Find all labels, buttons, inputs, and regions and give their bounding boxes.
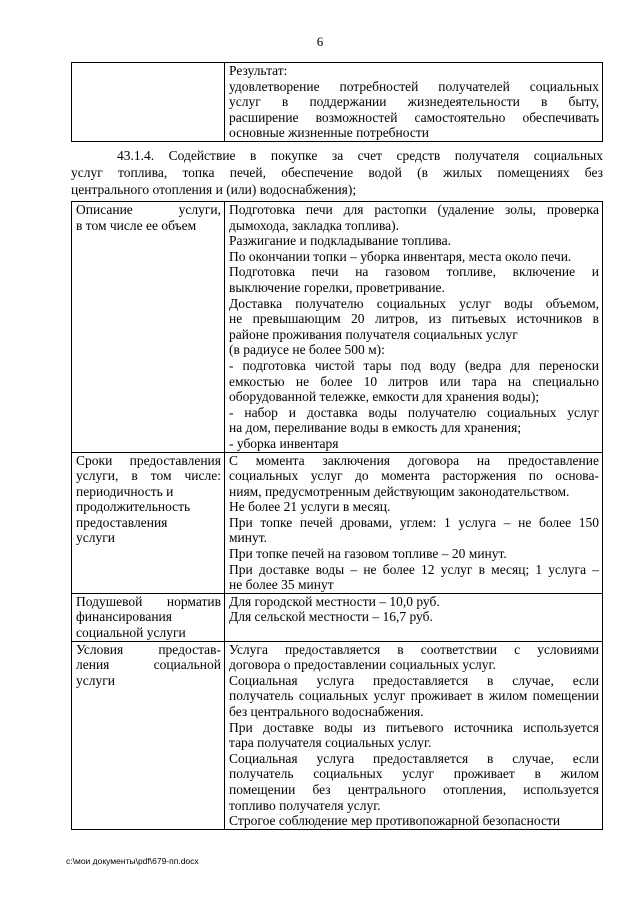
row-content-line: Доставка получателю социальных услуг воды объемом, bbox=[229, 295, 599, 311]
row-content-line: Подготовка печи на газовом топливе, включение и bbox=[229, 264, 599, 280]
row-content-line: При топке печей на газовом топливе – 20 минут. bbox=[229, 546, 507, 562]
row-content-line: При доставке воды – не более 12 услуг в месяц; 1 услуга – bbox=[229, 561, 599, 577]
row-label-line: услуги, в том числе: bbox=[76, 468, 221, 484]
row-label-line: Описание услуги, bbox=[76, 202, 221, 217]
row-content-cell bbox=[225, 202, 603, 453]
result-line: расширение возможностей самостоятельно обеспечивать bbox=[229, 109, 599, 125]
row-content-line: При топке печей дровами, углем: 1 услуга – не более 150 bbox=[229, 514, 599, 530]
row-content-cell bbox=[225, 452, 603, 593]
row-content-line: оборудованной тележке, емкости для хранения воды); bbox=[229, 389, 540, 405]
row-content-line: Не более 21 услуги в месяц. bbox=[229, 499, 391, 515]
row-content-line: помещении без центрального отопления, используется bbox=[229, 781, 599, 797]
row-label-line: предоставления bbox=[76, 514, 168, 530]
table-row bbox=[72, 641, 603, 829]
row-content-line: По окончании топки – уборка инвентаря, места около печи. bbox=[229, 248, 572, 264]
row-content-line: Социальная услуга предоставляется в случае, если bbox=[229, 750, 599, 766]
table-row bbox=[72, 593, 603, 641]
row-content-line: С момента заключения договора на предоставление bbox=[229, 452, 599, 468]
row-label-cell bbox=[72, 452, 225, 593]
row-label-line: Сроки предоставления bbox=[76, 452, 221, 468]
page-number: 6 bbox=[316, 34, 324, 49]
table-row bbox=[72, 63, 603, 142]
row-content-line: - подготовка чистой тары под воду (ведра для переноски bbox=[229, 357, 599, 373]
section-heading bbox=[71, 148, 603, 198]
row-label-line: ления социальной bbox=[76, 657, 221, 673]
row-content-line: социальных услуг до момента расторжения по основа- bbox=[229, 468, 599, 484]
result-table bbox=[71, 62, 603, 142]
row-content-line: получатель социальных услуг проживает в жилом bbox=[229, 766, 599, 782]
row-label-cell bbox=[72, 202, 225, 453]
result-label: Результат: bbox=[229, 63, 288, 78]
row-content-line: - набор и доставка воды получателю социальных услуг bbox=[229, 404, 599, 420]
row-content-line: Разжигание и подкладывание топлива. bbox=[229, 233, 451, 249]
row-label-line: Условия предостав- bbox=[76, 641, 221, 657]
row-content-line: Социальная услуга предоставляется в случае, если bbox=[229, 672, 599, 688]
row-content-line: При доставке воды из питьевого источника используется bbox=[229, 719, 599, 735]
row-content-line: емкостью не более 10 литров или тара на специально bbox=[229, 373, 599, 389]
row-content-line: на дом, переливание воды в емкость для хранения; bbox=[229, 420, 522, 436]
row-label-line: в том числе ее объем bbox=[76, 217, 197, 233]
result-line: основные жизненные потребности bbox=[229, 125, 429, 141]
service-table-body bbox=[72, 202, 603, 830]
row-content-line: топливо получателя услуг. bbox=[229, 797, 381, 813]
row-label-line: услуги bbox=[76, 672, 115, 688]
row-content-line: минут. bbox=[229, 530, 268, 546]
row-label-cell bbox=[72, 593, 225, 641]
row-content-line: Услуга предоставляется в соответствии с условиями bbox=[229, 641, 599, 657]
row-content-line: - уборка инвентаря bbox=[229, 435, 339, 451]
row-label-line: услуги bbox=[76, 530, 115, 546]
row-content-line: тара получателя социальных услуг. bbox=[229, 735, 432, 751]
empty-label-cell bbox=[72, 63, 225, 142]
result-line: удовлетворение потребностей получателей социальных bbox=[229, 78, 599, 94]
section-heading-line: услуг топлива, топка печей, обеспечение водой (в жилых помещениях без bbox=[71, 164, 603, 180]
row-label-line: финансирования bbox=[76, 609, 172, 625]
row-label-line: продолжительность bbox=[76, 499, 191, 515]
table-row bbox=[72, 202, 603, 453]
row-content-line: без центрального водоснабжения. bbox=[229, 704, 424, 719]
row-content-line: выключение горелки, проветривание. bbox=[229, 279, 445, 295]
section-heading-line: центрального отопления и (или) водоснабжения); bbox=[71, 181, 357, 197]
row-label-line: социальной услуги bbox=[76, 625, 186, 641]
row-content-cell bbox=[225, 593, 603, 641]
row-content-line: Для городской местности – 10,0 руб. bbox=[229, 593, 440, 609]
row-content-line: не более 35 минут bbox=[229, 577, 334, 593]
row-content-line: договора о предоставлении социальных услуг. bbox=[229, 657, 496, 673]
row-content-line: дымохода, закладка топлива). bbox=[229, 217, 400, 233]
row-content-line: (в радиусе не более 500 м): bbox=[229, 342, 385, 358]
row-content-line: получатель социальных услуг проживает в жилом помещении bbox=[229, 688, 599, 704]
row-label-line: периодичность и bbox=[76, 483, 174, 499]
result-line: услуг в поддержании жизнедеятельности в быту, bbox=[229, 94, 599, 110]
section-heading-line: 43.1.4. Содействие в покупке за счет средств получателя социальных bbox=[117, 148, 603, 163]
row-content-line: Подготовка печи для растопки (удаление золы, проверка bbox=[229, 202, 599, 217]
row-label-cell bbox=[72, 641, 225, 829]
row-content-cell bbox=[225, 641, 603, 829]
row-label-line: Подушевой норматив bbox=[76, 593, 221, 609]
row-content-line: Для сельской местности – 16,7 руб. bbox=[229, 609, 433, 625]
footer-file-path: c:\мои документы\pdf\679-пп.docx bbox=[66, 856, 199, 866]
result-cell bbox=[225, 63, 603, 142]
row-content-line: не превышающим 20 литров, из питьевых источников в bbox=[229, 311, 599, 327]
row-content-line: ниям, предусмотренным действующим законодательством. bbox=[229, 483, 570, 499]
row-content-line: районе проживания получателя социальных услуг bbox=[229, 326, 518, 342]
service-table bbox=[71, 201, 603, 830]
table-row bbox=[72, 452, 603, 593]
row-content-line: Строгое соблюдение мер противопожарной безопасности bbox=[229, 813, 561, 829]
